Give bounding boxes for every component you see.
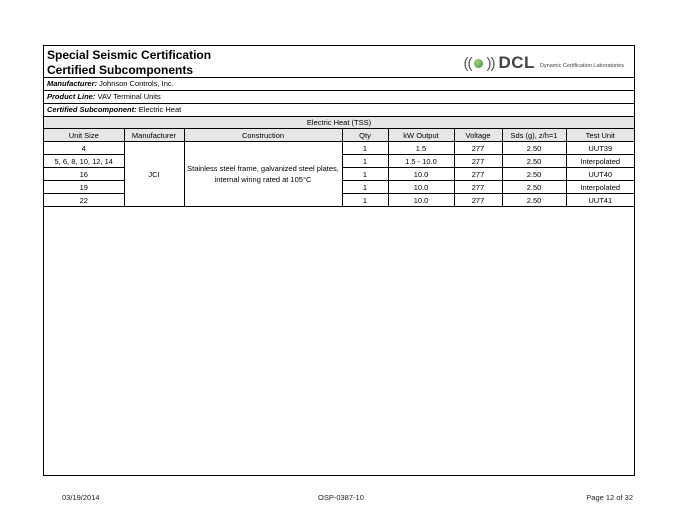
voltage-cell: 277 <box>454 168 502 181</box>
subcomponent-row <box>44 104 634 117</box>
manufacturer-label: Manufacturer: <box>47 79 98 88</box>
sds-cell: 2.50 <box>502 194 566 207</box>
construction-line: Stainless steel frame, galvanized steel plates, <box>187 164 339 173</box>
column-header: Qty <box>342 129 388 142</box>
construction-cell <box>184 142 342 207</box>
logo-tagline: Dynamic Certification Laboratories <box>539 63 624 69</box>
kw-output-cell: 10.0 <box>388 181 454 194</box>
dcl-logo <box>463 52 624 74</box>
unit-size-cell: 5, 6, 8, 10, 12, 14 <box>44 155 124 168</box>
test-unit-cell: UUT40 <box>566 168 634 181</box>
column-header: kW Output <box>388 129 454 142</box>
manufacturer-value: Johnson Controls, Inc. <box>99 79 174 88</box>
test-unit-cell: UUT39 <box>566 142 634 155</box>
qty-cell: 1 <box>342 155 388 168</box>
voltage-cell: 277 <box>454 194 502 207</box>
logo-name: DCL <box>498 53 535 72</box>
construction-line: internal wiring rated at 105°C <box>214 175 312 184</box>
kw-output-cell: 1.5 - 10.0 <box>388 155 454 168</box>
product-line-row <box>44 91 634 104</box>
footer-page-number: Page 12 of 32 <box>586 493 633 502</box>
subcomponent-value: Electric Heat <box>138 105 182 114</box>
column-header: Sds (g), z/h=1 <box>502 129 566 142</box>
sds-cell: 2.50 <box>502 155 566 168</box>
column-header: Unit Size <box>44 129 124 142</box>
kw-output-cell: 10.0 <box>388 168 454 181</box>
voltage-cell: 277 <box>454 142 502 155</box>
kw-output-cell: 1.5 <box>388 142 454 155</box>
table-header-row <box>44 129 634 142</box>
product-line-label: Product Line: <box>47 92 96 101</box>
qty-cell: 1 <box>342 168 388 181</box>
sds-cell: 2.50 <box>502 142 566 155</box>
unit-size-cell: 22 <box>44 194 124 207</box>
column-header: Construction <box>184 129 342 142</box>
footer-date: 03/19/2014 <box>62 493 100 502</box>
product-line-value: VAV Terminal Units <box>97 92 161 101</box>
column-header: Manufacturer <box>124 129 184 142</box>
column-header: Voltage <box>454 129 502 142</box>
certification-frame <box>43 45 635 476</box>
voltage-cell: 277 <box>454 155 502 168</box>
unit-size-cell: 16 <box>44 168 124 181</box>
test-unit-cell: Interpolated <box>566 181 634 194</box>
sds-cell: 2.50 <box>502 168 566 181</box>
subcomponent-label: Certified Subcomponent: <box>47 105 137 114</box>
unit-size-cell: 19 <box>44 181 124 194</box>
test-unit-cell: Interpolated <box>566 155 634 168</box>
logo-dot-icon <box>474 59 483 68</box>
logo-mark: (( )) <box>463 54 495 72</box>
unit-size-cell: 4 <box>44 142 124 155</box>
column-header: Test Unit <box>566 129 634 142</box>
page-header <box>44 46 634 78</box>
qty-cell: 1 <box>342 181 388 194</box>
test-unit-cell: UUT41 <box>566 194 634 207</box>
page-subtitle: Certified Subcomponents <box>47 63 194 77</box>
manufacturer-cell: JCI <box>124 142 184 207</box>
voltage-cell: 277 <box>454 181 502 194</box>
qty-cell: 1 <box>342 142 388 155</box>
section-title: Electric Heat (TSS) <box>44 117 634 129</box>
sds-cell: 2.50 <box>502 181 566 194</box>
manufacturer-row <box>44 78 634 91</box>
table-row <box>44 142 634 155</box>
kw-output-cell: 10.0 <box>388 194 454 207</box>
page-title: Special Seismic Certification <box>47 48 212 62</box>
electric-heat-table <box>44 129 634 207</box>
footer-doc-id: OSP-0387-10 <box>318 493 364 502</box>
qty-cell: 1 <box>342 194 388 207</box>
